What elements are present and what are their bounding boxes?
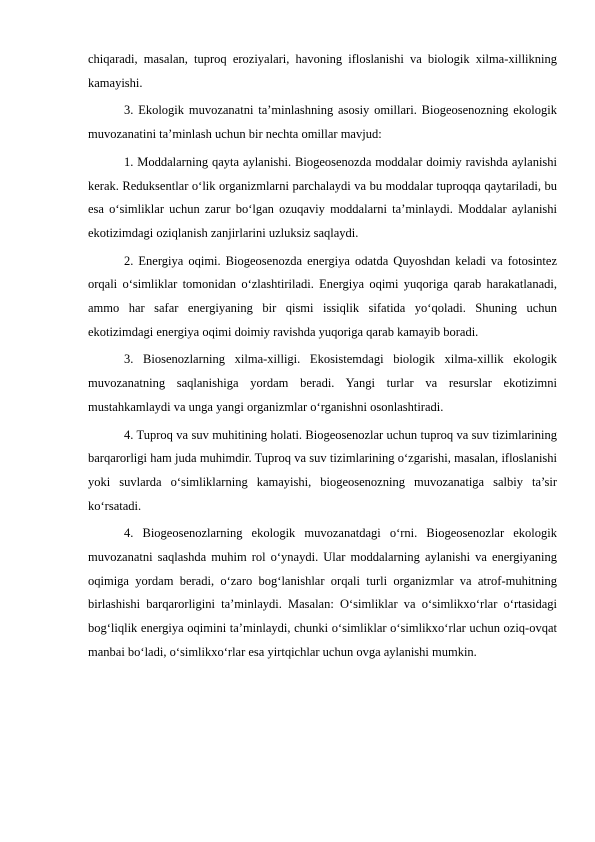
- paragraph-section-4-role: 4. Biogeosenozlarning ekologik muvozanatdagi o‘rni. Biogeosenozlar ekologik muvozanatni saqlashda muhim rol o‘ynaydi. Ular moddalarning aylanishi va energiyaning oqimiga yordam beradi, o‘zaro bog‘lanishlar orqali turli organizmlar va atrof-muhitning birlashishi barqarorligini ta’minlaydi. Masalan: O‘simliklar va o‘simlikxo‘rlar o‘rtasidagi bog‘liqlik energiya oqimini ta’minlaydi, chunki o‘simliklar o‘simlikxo‘rlar uchun oziq-ovqat manbai bo‘ladi, o‘simlikxo‘rlar esa yirtqichlar uchun ovga aylanishi mumkin.: [88, 526, 557, 659]
- paragraph-soil-water: 4. Tuproq va suv muhitining holati. Biogeosenozlar uchun tuproq va suv tizimlarining barqarorligi ham juda muhimdir. Tuproq va suv tizimlarining o‘zgarishi, masalan, ifloslanishi yoki suvlarda o‘simliklarning kamayishi, biogeosenozning muvozanatiga salbiy ta’sir ko‘rsatadi.: [88, 427, 557, 513]
- paragraph-continuation: chiqaradi, masalan, tuproq eroziyalari, havoning ifloslanishi va biologik xilma-xillikning kamayishi.: [88, 52, 557, 90]
- paragraph-substance-cycle: 1. Moddalarning qayta aylanishi. Biogeosenozda moddalar doimiy ravishda aylanishi kerak. Reduksentlar o‘lik organizmlarni parchalaydi va bu moddalar tuproqqa qaytariladi, bu esa o‘simliklar uchun zarur bo‘lgan ozuqaviy moddalarni ta’minlaydi. Moddalar aylanishi ekotizimdagi oziqlanish zanjirlarini uzluksiz saqlaydi.: [88, 154, 557, 240]
- paragraph-energy-flow: 2. Energiya oqimi. Biogeosenozda energiya odatda Quyoshdan keladi va fotosintez orqali o‘simliklar tomonidan o‘zlashtiriladi. Energiya oqimi yuqoriga qarab harakatlanadi, ammo har safar energiyaning bir qismi issiqlik sifatida yo‘qoladi. Shuning uchun ekotizimdagi energiya oqimi doimiy ravishda yuqoriga qarab kamayib boradi.: [88, 253, 557, 339]
- document-page: [88, 48, 557, 669]
- paragraph-biodiversity: 3. Biosenozlarning xilma-xilligi. Ekosistemdagi biologik xilma-xillik ekologik muvozanatning saqlanishiga yordam beradi. Yangi turlar va resurslar ekotizimni mustahkamlaydi va unga yangi organizmlar o‘rganishni osonlashtiradi.: [88, 352, 557, 414]
- paragraph-section-3-heading: 3. Ekologik muvozanatni ta’minlashning asosiy omillari. Biogeosenozning ekologik muvozanatini ta’minlash uchun bir nechta omillar mavjud:: [88, 103, 557, 142]
